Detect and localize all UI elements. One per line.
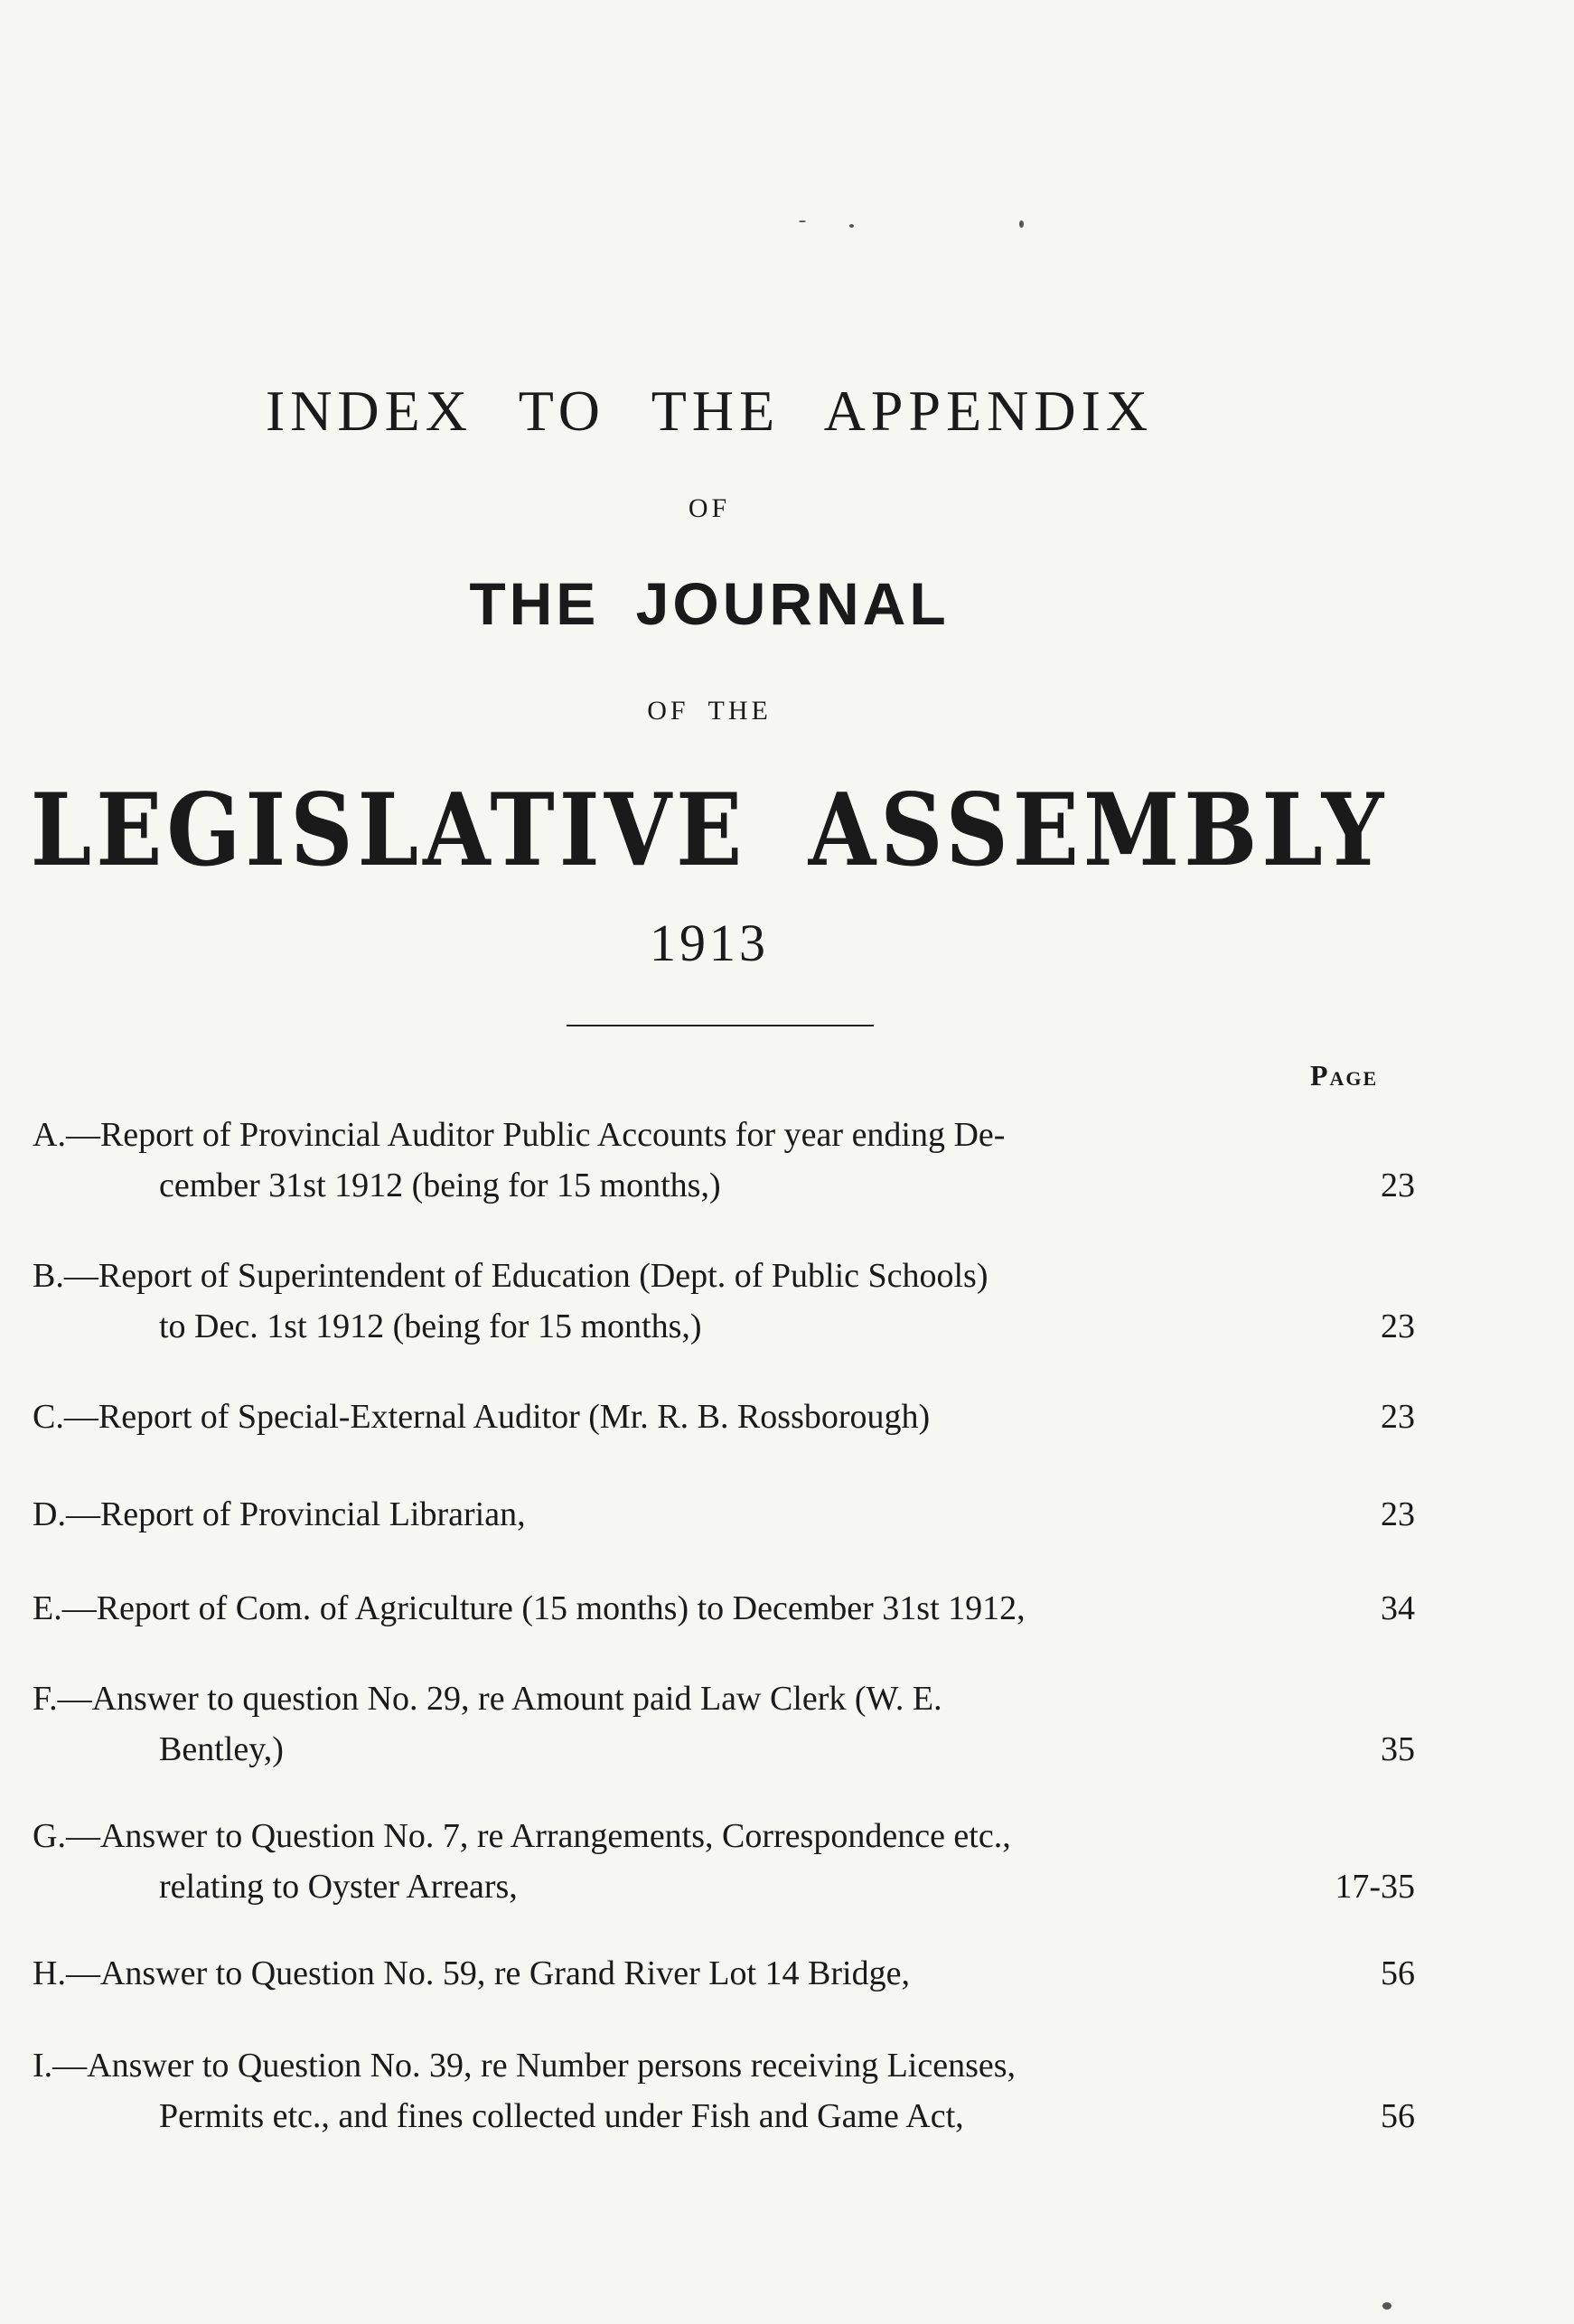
index-entry-b	[33, 1251, 1415, 1352]
scan-speck	[1019, 220, 1024, 228]
entry-text: B.—Report of Superintendent of Education (Dept. of Public Schools)	[33, 1257, 988, 1295]
entry-text: A.—Report of Provincial Auditor Public Accounts for year ending De-	[33, 1116, 1006, 1154]
index-entry-f	[33, 1673, 1415, 1775]
title-of: OF	[688, 493, 731, 523]
index-entry-g	[33, 1811, 1415, 1912]
entry-text: D.—Report of Provincial Librarian,	[33, 1495, 526, 1533]
entry-page: 35	[1381, 1730, 1415, 1768]
entry-text-cont: cember 31st 1912 (being for 15 months,)	[159, 1167, 721, 1204]
index-entry-c	[33, 1392, 1415, 1442]
title-index: INDEX TO THE APPENDIX	[265, 379, 1154, 443]
title-of-the: OF THE	[647, 696, 772, 726]
page-column-heading: Page	[1310, 1059, 1379, 1092]
scan-speck	[1382, 2302, 1391, 2310]
title-journal: THE JOURNAL	[469, 570, 950, 637]
entry-page: 17-35	[1335, 1868, 1415, 1906]
title-divider	[567, 1025, 874, 1026]
title-year: 1913	[650, 914, 769, 972]
entry-text: G.—Answer to Question No. 7, re Arrangements, Correspondence etc.,	[33, 1817, 1011, 1855]
entry-page: 23	[1381, 1167, 1415, 1204]
entry-text-cont: Permits etc., and fines collected under Fish and Game Act,	[159, 2097, 964, 2135]
entry-text: F.—Answer to question No. 29, re Amount paid Law Clerk (W. E.	[33, 1680, 942, 1718]
entry-page: 23	[1381, 1307, 1415, 1345]
entry-text-cont: Bentley,)	[159, 1730, 284, 1768]
index-entry-d	[33, 1489, 1415, 1540]
entry-text: E.—Report of Com. of Agriculture (15 months) to December 31st 1912,	[33, 1589, 1026, 1627]
entry-page: 56	[1381, 1954, 1415, 1992]
index-entry-a	[33, 1110, 1415, 1211]
index-entry-i	[33, 2040, 1415, 2141]
scan-speck	[849, 224, 854, 228]
entry-page: 23	[1381, 1495, 1415, 1533]
entry-text: H.—Answer to Question No. 59, re Grand River Lot 14 Bridge,	[33, 1954, 910, 1992]
entry-page: 34	[1381, 1589, 1415, 1627]
entry-text: C.—Report of Special-External Auditor (Mr. R. B. Rossborough)	[33, 1398, 931, 1436]
entry-text-cont: relating to Oyster Arrears,	[159, 1868, 518, 1906]
index-entry-e	[33, 1583, 1415, 1634]
entry-text-cont: to Dec. 1st 1912 (being for 15 months,)	[159, 1307, 702, 1345]
title-legislative-assembly: LEGISLATIVE ASSEMBLY	[30, 771, 1389, 889]
entry-text: I.—Answer to Question No. 39, re Number persons receiving Licenses,	[33, 2047, 1017, 2085]
entry-page: 56	[1381, 2097, 1415, 2135]
entry-page: 23	[1381, 1398, 1415, 1436]
index-entry-h	[33, 1948, 1415, 1999]
scan-speck	[799, 220, 806, 222]
